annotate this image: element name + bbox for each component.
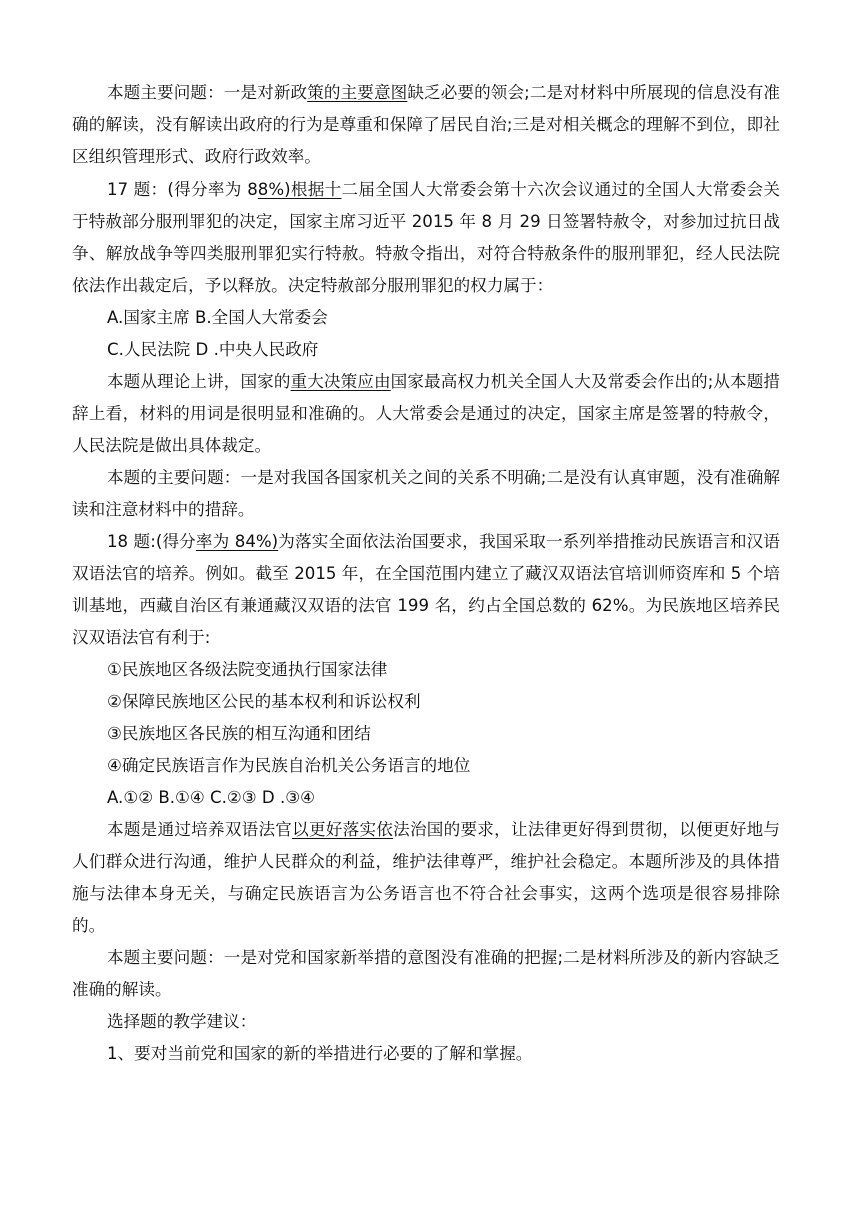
- underlined-text: 以更好落实依: [292, 820, 394, 839]
- underlined-text: 策的主要意图: [307, 83, 408, 102]
- text-run: 18 题:(得分: [107, 532, 196, 551]
- text-run: 缺乏必要的领会;二是对材料中所展现的信息没有准确的解读，没有解读出政府的行为是尊重和保障了居民自治;三是对相关概念的理解不到位，即社区组织管理形式、政府行政效率。: [72, 83, 781, 166]
- question-18-item-2: ②保障民族地区公民的基本权利和诉讼权利: [107, 692, 421, 711]
- text-run: 17 题：(得分率为 8: [107, 180, 258, 199]
- paragraph-analysis-q16: [72, 77, 780, 173]
- teaching-advice-heading: 选择题的教学建议：: [107, 1012, 257, 1031]
- paragraph-analysis-q18: [72, 814, 780, 942]
- text-run: 国家最高权力机关全国人大及常委会作出的;从本题措辞上看，材料的用词是很明显和准确的。人大常委会是通过的决定，国家主席是签署的特赦令，人民法院是做出具体裁定。: [72, 372, 781, 455]
- question-18-stem: [72, 526, 780, 654]
- text-run: 本题是通过培养双语法官: [107, 820, 293, 839]
- teaching-advice-item-1: 1、要对当前党和国家的新的举措进行必要的了解和掌握。: [107, 1044, 533, 1063]
- paragraph-problems-q17: 本题的主要问题：一是对我国各国家机关之间的关系不明确;二是没有认真审题，没有准确解读和注意材料中的措辞。: [72, 468, 780, 519]
- paragraph-problems-q18: 本题主要问题：一是对党和国家新举措的意图没有准确的把握;二是材料所涉及的新内容缺乏准确的解读。: [72, 948, 780, 999]
- text-run: 法治国的要求，让法律更好得到贯彻，以便更好地与人们群众进行沟通，维护人民群众的利益，维护法律尊严，维护社会稳定。本题所涉及的具体措施与法律本身无关，与确定民族语言为公务语言也不符合社会事实，这两个选项是很容易排除的。: [72, 820, 781, 935]
- text-run: 本题主要问题：一是对新政: [107, 83, 308, 102]
- question-17-options-ab: A.国家主席 B.全国人大常委会: [107, 308, 328, 327]
- text-run: 本题从理论上讲，国家的: [107, 372, 291, 391]
- text-run: 二届全国人大常委会第十六次会议通过的全国人大常委会关于特赦部分服刑罪犯的决定，国家主席习近平 2015 年 8 月 29 日签署特赦令，对参加过抗日战争、解放战争等四类服刑罪犯实行特赦。特赦令指出，对符合特赦条件的服刑罪犯，经人民法院依法作出裁定后，予以释放。决定特赦部分服刑罪犯的权力属于：: [72, 180, 780, 295]
- question-18-options: A.①② B.①④ C.②③ D .③④: [107, 788, 316, 807]
- question-17-options-cd: C.人民法院 D .中央人民政府: [107, 340, 319, 359]
- underlined-text: 8%)根据十: [257, 180, 342, 199]
- question-17-stem: [72, 174, 780, 302]
- underlined-text: 重大决策应由: [290, 372, 391, 391]
- document-body: [72, 77, 780, 1070]
- paragraph-analysis-q17: [72, 366, 780, 462]
- underlined-text: 率为 84%): [195, 532, 279, 551]
- question-18-item-4: ④确定民族语言作为民族自治机关公务语言的地位: [107, 756, 471, 775]
- text-run: 为落实全面依法治国要求，我国采取一系列举措推动民族语言和汉语双语法官的培养。例如。截至 2015 年，在全国范围内建立了藏汉双语法官培训师资库和 5 个培训基地，西藏自治区有兼通藏汉双语的法官 199 名，约占全国总数的 62%。为民族地区培养民汉双语法官有利于:: [72, 532, 781, 647]
- question-18-item-1: ①民族地区各级法院变通执行国家法律: [107, 660, 388, 679]
- question-18-item-3: ③民族地区各民族的相互沟通和团结: [107, 724, 371, 743]
